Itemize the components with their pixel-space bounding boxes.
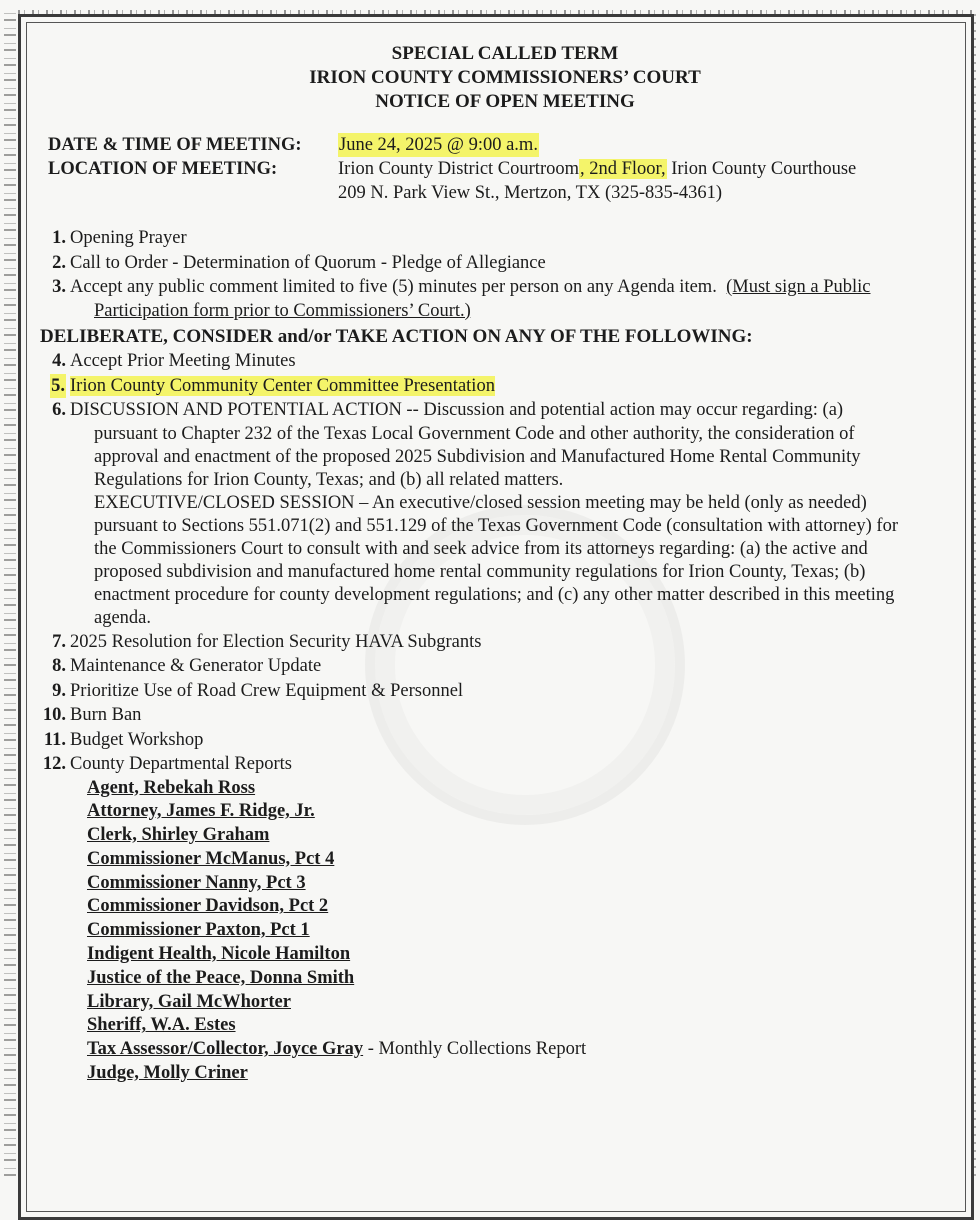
agenda-item-9: 9. Prioritize Use of Road Crew Equipment & Personnel [52,680,464,701]
report-item: Commissioner Davidson, Pct 2 [87,896,329,917]
report-item: Commissioner Nanny, Pct 3 [87,872,306,893]
location-value [338,157,856,181]
location-part-3: Irion County Courthouse [666,159,857,179]
report-item: Indigent Health, Nicole Hamilton [87,944,351,965]
location-label: LOCATION OF MEETING: [48,159,278,179]
report-item: Commissioner Paxton, Pct 1 [87,920,310,941]
meeting-details [48,133,856,205]
agenda-item-6: 6. DISCUSSION AND POTENTIAL ACTION -- Discussion and potential action may occur regarding: (a) pursuant to Chapter 232 of the Texas Local Government Code and other authority, the consideration of approval and enactment of the proposed 2025 Subdivision and Manufactured Home Rental Community Regulations for Irion County, Texas; and (b) all related matters. EXECUTIVE/CLOSED SESSION – An executive/closed session meeting may be held (only as needed) pursuant to Sections 551.071(2) and 551.129 of the Texas Government Code (consultation with attorney) for the Commissioners Court to consult with and seek advice from its attorneys regarding: (a) the active and proposed subdivision and manufactured home rental community regulations for Irion County, Texas; (b) enactment procedure for county development regulations; and (c) any other matter described in this meeting agenda. [0,398,980,630]
agenda-item-11: 11. Budget Workshop [43,729,204,750]
agenda-item-8: 8. Maintenance & Generator Update [52,656,322,676]
agenda-list [0,226,980,1086]
agenda-item-4: 4. Accept Prior Meeting Minutes [52,351,296,371]
public-participation-note: (Must sign a Public [726,277,871,297]
notice-title [0,42,980,114]
report-item: Justice of the Peace, Donna Smith [87,967,355,988]
date-value: June 24, 2025 @ 9:00 a.m. [339,135,538,155]
report-item: Commissioner McManus, Pct 4 [87,848,335,869]
agenda-item-1: 1. Opening Prayer [52,228,187,248]
title-line-3: NOTICE OF OPEN MEETING [375,91,635,112]
date-row [48,133,856,157]
agenda-item-12: 12. County Departmental Reports [42,754,292,774]
monthly-collections-note: - Monthly Collections Report [363,1039,587,1060]
public-participation-note-cont: Participation form prior to Commissioners’ Court.) [94,300,471,321]
agenda-item-2: 2. Call to Order - Determination of Quorum - Pledge of Allegiance [52,252,546,273]
agenda-item-10: 10. Burn Ban [42,705,142,725]
action-heading: DELIBERATE, CONSIDER and/or TAKE ACTION ON ANY OF THE FOLLOWING: [40,325,753,347]
address-row [48,181,856,205]
item-6-details: pursuant to Chapter 232 of the Texas Local Government Code and other authority, the consideration of approval and enactment of the proposed 2025 Subdivision and Manufactured Home Rental Community Regulations for Irion County, Texas; and (b) all related matters. EXECUTIVE/CLOSED SESSION – An executive/closed session meeting may be held (only as needed) pursuant to Sections 551.071(2) and 551.129 of the Texas Government Code (consultation with attorney) for the Commissioners Court to consult with and seek advice from its attorneys regarding: (a) the active and proposed subdivision and manufactured home rental community regulations for Irion County, Texas; (b) enactment procedure for county development regulations; and (c) any other matter described in this meeting agenda. [94,423,898,628]
address-value: 209 N. Park View St., Mertzon, TX (325-835-4361) [338,183,723,203]
title-line-2: IRION COUNTY COMMISSIONERS’ COURT [309,67,701,88]
agenda-item-5: 5. Irion County Community Center Committee Presentation [0,374,980,399]
location-row [48,157,856,181]
report-item: Judge, Molly Criner [87,1063,248,1084]
report-item: Sheriff, W.A. Estes [87,1015,236,1036]
report-item: Clerk, Shirley Graham [87,825,270,846]
location-part-1: Irion County District Courtroom [338,159,579,179]
agenda-item-7: 7. 2025 Resolution for Election Security HAVA Subgrants [52,631,482,652]
highlighted-item-5: Irion County Community Center Committee Presentation [70,375,495,396]
agenda-item-3: 3. Accept any public comment limited to five (5) minutes per person on any Agenda item. (Must sign a Public Participation form prior to Commissioners’ Court.) [52,277,871,321]
departmental-reports-list [0,777,980,1086]
title-line-1: SPECIAL CALLED TERM [391,43,619,64]
report-item: Attorney, James F. Ridge, Jr. [87,801,315,822]
location-floor-highlight: , 2nd Floor, [580,159,666,179]
report-item: Agent, Rebekah Ross [87,777,256,798]
date-label: DATE & TIME OF MEETING: [48,135,302,155]
report-item: Library, Gail McWhorter [87,991,291,1012]
report-item-tax: Tax Assessor/Collector, Joyce Gray - Monthly Collections Report [87,1039,587,1060]
